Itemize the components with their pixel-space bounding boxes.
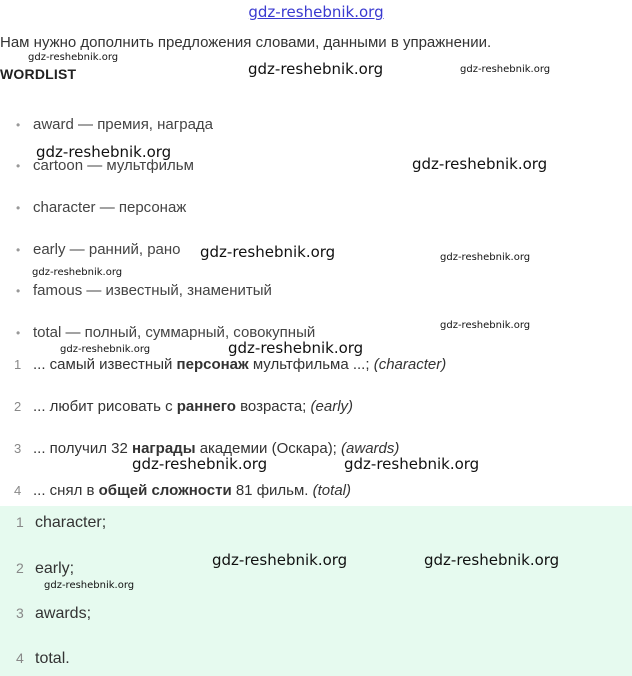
- wordlist-item: • famous — известный, знаменитый: [16, 282, 272, 299]
- task-item: 2 ... любит рисовать с раннего возраста; (early): [14, 398, 354, 415]
- task-item: 1 ... самый известный персонаж мультфильма ...; (character): [14, 356, 447, 373]
- wordlist-item: • character — персонаж: [16, 199, 187, 216]
- watermark: gdz-reshebnik.org: [212, 551, 348, 569]
- intro-text: Нам нужно дополнить предложения словами, данными в упражнении.: [0, 34, 492, 51]
- bullet-icon: •: [16, 118, 21, 132]
- wordlist-heading: WORDLIST: [0, 66, 77, 82]
- bullet-icon: •: [16, 243, 21, 257]
- answer-item: 1 character;: [16, 514, 107, 531]
- bullet-icon: •: [16, 326, 21, 340]
- answer-item: 3 awards;: [16, 605, 92, 622]
- answer-panel: [0, 506, 632, 676]
- answer-item: 4 total.: [16, 650, 70, 667]
- watermark: gdz-reshebnik.org: [460, 64, 551, 75]
- answer-item: 2 early;: [16, 560, 75, 577]
- watermark: gdz-reshebnik.org: [60, 344, 151, 355]
- watermark: gdz-reshebnik.org: [200, 243, 336, 261]
- watermark: gdz-reshebnik.org: [36, 143, 172, 161]
- watermark-top[interactable]: gdz-reshebnik.org: [248, 3, 384, 21]
- task-item: 3 ... получил 32 награды академии (Оскара); (awards): [14, 440, 400, 457]
- watermark: gdz-reshebnik.org: [28, 52, 119, 63]
- watermark: gdz-reshebnik.org: [132, 455, 268, 473]
- watermark: gdz-reshebnik.org: [440, 320, 531, 331]
- wordlist-item: • early — ранний, рано: [16, 241, 181, 258]
- wordlist-item: • award — премия, награда: [16, 116, 214, 133]
- task-item: 4 ... снял в общей сложности 81 фильм. (total): [14, 482, 351, 499]
- watermark: gdz-reshebnik.org: [44, 580, 135, 591]
- bullet-icon: •: [16, 159, 21, 173]
- watermark: gdz-reshebnik.org: [248, 60, 384, 78]
- wordlist-item: • total — полный, суммарный, совокупный: [16, 324, 316, 341]
- watermark: gdz-reshebnik.org: [412, 155, 548, 173]
- watermark: gdz-reshebnik.org: [344, 455, 480, 473]
- watermark: gdz-reshebnik.org: [228, 339, 364, 357]
- bullet-icon: •: [16, 201, 21, 215]
- watermark: gdz-reshebnik.org: [32, 267, 123, 278]
- wordlist-item: • cartoon — мультфильм: [16, 157, 194, 174]
- bullet-icon: •: [16, 284, 21, 298]
- watermark: gdz-reshebnik.org: [440, 252, 531, 263]
- watermark: gdz-reshebnik.org: [424, 551, 560, 569]
